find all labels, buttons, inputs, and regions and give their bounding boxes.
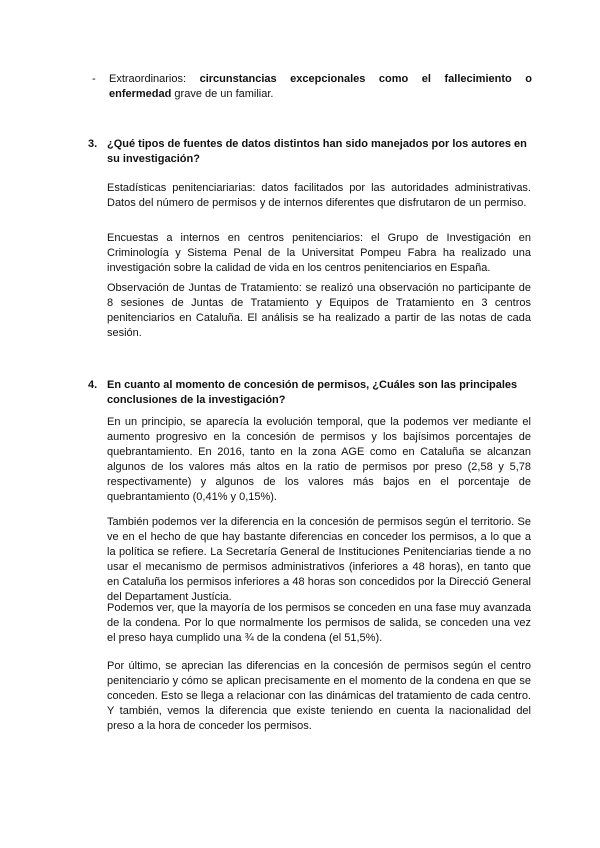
bullet-item-extraordinarios [92, 72, 532, 102]
question-3-number: 3. [88, 138, 98, 150]
question-3-text: ¿Qué tipos de fuentes de datos distintos han sido manejados por los autores en su investigación? [107, 138, 527, 165]
question-3-paragraph-2: Encuestas a internos en centros penitenciarios: el Grupo de Investigación en Criminología y Sistema Penal de la Universitat Pompeu Fabra ha realizado una investigación sobre la calidad de vida en los centros penitenciarios en España. [107, 232, 531, 274]
question-4-paragraph-2: También podemos ver la diferencia en la concesión de permisos según el territorio. Se ve en el hecho de que hay bastante diferencias en conceder los permisos, a lo que a la política se refiere. La Secretaría General de Instituciones Penitenciarias tiende a no usar el mecanismo de permisos administrativos (inferiores a 48 horas), en tanto que en Cataluña los permisos inferiores a 48 horas son concedidos por la Direcció General del Departament Justícia. [107, 516, 531, 603]
question-4-text: En cuanto al momento de concesión de permisos, ¿Cuáles son las principales conclusiones de la investigación? [107, 379, 518, 406]
question-4-paragraph-1: En un principio, se aparecía la evolución temporal, que la podemos ver mediante el aumento progresivo en la concesión de permisos y los bajísimos porcentajes de quebrantamiento. En 2016, tanto en la zona AGE como en Cataluña se alcanzan algunos de los valores más altos en la ratio de permisos por preso (2,58 y 5,78 respectivamente) y algunos de los valores más bajos en el porcentaje de quebrantamiento (0,41% y 0,15%). [107, 416, 531, 503]
bullet-lead: Extraordinarios: [109, 73, 200, 85]
bullet-bold-text: circunstancias excepcionales como el fallecimiento o enfermedad [109, 73, 532, 100]
bullet-dash: - [92, 73, 96, 85]
question-3-heading [88, 137, 533, 167]
bullet-text [109, 72, 532, 102]
question-3-paragraph-1: Estadísticas penitenciariarias: datos facilitados por las autoridades administrativas. Datos del número de permisos y de internos diferentes que disfrutaron de un permiso. [107, 182, 531, 209]
question-4-paragraph-4: Por último, se aprecian las diferencias en la concesión de permisos según el centro penitenciario y cómo se aplican precisamente en el momento de la condena en que se conceden. Esto se llega a relacionar con las dinámicas del tratamiento de cada centro. Y también, vemos la diferencia que existe teniendo en cuenta la nacionalidad del preso a la hora de conceder los permisos. [107, 660, 531, 732]
question-3-paragraph-3: Observación de Juntas de Tratamiento: se realizó una observación no participante de 8 sesiones de Juntas de Tratamiento y Equipos de Tratamiento en 3 centros penitenciarios en Cataluña. El análisis se ha realizado a partir de las notas de cada sesión. [107, 282, 531, 339]
question-4-number: 4. [88, 379, 98, 391]
question-4-paragraph-3: Podemos ver, que la mayoría de los permisos se conceden en una fase muy avanzada de la condena. Por lo que normalmente los permisos de salida, se conceden una vez el preso haya cumplido una ¾ de la condena (el 51,5%). [107, 602, 531, 644]
question-4-heading [88, 378, 533, 408]
bullet-tail: grave de un familiar. [171, 88, 274, 100]
